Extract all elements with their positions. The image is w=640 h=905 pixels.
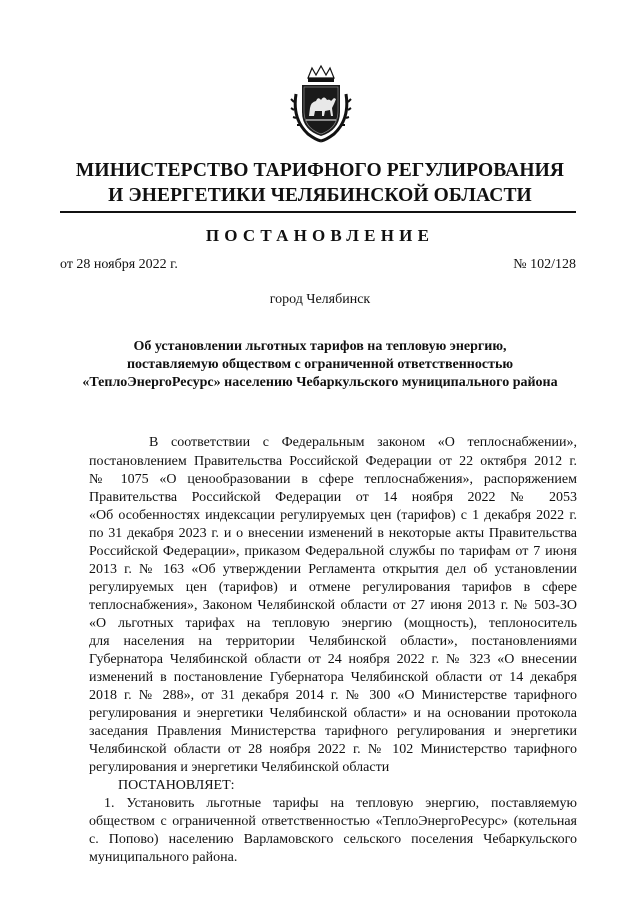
ministry-name-line-1: МИНИСТЕРСТВО ТАРИФНОГО РЕГУЛИРОВАНИЯ bbox=[75, 160, 565, 181]
body-line: теплоснабжения», Законом Челябинской области от 27 июня 2013 г. № 503-ЗО bbox=[89, 598, 577, 613]
body-line: изменений в постановление Губернатора Челябинской области от 14 декабря bbox=[89, 670, 577, 685]
item-line: обществом с ограниченной ответственностью «ТеплоЭнергоРесурс» (котельная bbox=[89, 814, 577, 829]
item-line: 1. Установить льготные тарифы на тепловую энергию, поставляемую bbox=[104, 796, 577, 811]
body-line: Российской Федерации», приказом Федеральной службы по тарифам от 7 июня bbox=[89, 544, 577, 559]
header-divider bbox=[60, 211, 576, 213]
document-subject-line: «ТеплоЭнергоРесурс» населению Чебаркульского муниципального района bbox=[82, 375, 558, 390]
body-line: регулирования и энергетики Челябинской области bbox=[89, 760, 390, 775]
body-line: регулируемых цен (тарифов) и отмене регулирования тарифов в сфере bbox=[89, 580, 577, 595]
body-line: по 31 декабря 2023 г. и о внесении изменений в некоторые акты Правительства bbox=[89, 526, 577, 541]
coat-of-arms-icon bbox=[290, 64, 352, 144]
body-line: «Об особенностях индексации регулируемых цен (тарифов) с 1 декабря 2022 г. bbox=[89, 508, 577, 523]
body-line: Губернатора Челябинской области от 24 ноября 2022 г. № 323 «О внесении bbox=[89, 652, 577, 667]
document-subject-line: поставляемую обществом с ограниченной ответственностью bbox=[126, 357, 514, 372]
body-line: постановлением Правительства Российской Федерации от 22 октября 2012 г. bbox=[89, 454, 577, 469]
body-line: Челябинской области от 28 ноября 2022 г. № 102 Министерство тарифного bbox=[89, 742, 577, 757]
item-line: муниципального района. bbox=[89, 850, 238, 865]
document-city: город Челябинск bbox=[269, 292, 371, 307]
body-line: 2013 г. № 163 «Об утверждении Регламента открытия дел об установлении bbox=[89, 562, 577, 577]
body-line: для населения на территории Челябинской области», постановлениями bbox=[89, 634, 577, 649]
body-line: регулирования и энергетики Челябинской области» и на основании протокола bbox=[89, 706, 577, 721]
body-line: Правительства Российской Федерации от 14 ноября 2022 № 2053 bbox=[89, 490, 577, 505]
body-line: № 1075 «О ценообразовании в сфере теплоснабжения», распоряжением bbox=[89, 472, 577, 487]
ministry-name-line-2: И ЭНЕРГЕТИКИ ЧЕЛЯБИНСКОЙ ОБЛАСТИ bbox=[108, 185, 532, 206]
body-line: В соответствии с Федеральным законом «О теплоснабжении», bbox=[149, 435, 577, 450]
decree-word: ПОСТАНОВЛЯЕТ: bbox=[118, 778, 235, 793]
body-line: «О льготных тарифах на тепловую энергию (мощность), теплоноситель bbox=[89, 616, 577, 631]
item-line: с. Попово) населению Варламовского сельского поселения Чебаркульского bbox=[89, 832, 577, 847]
body-line: 2018 г. № 288», от 31 декабря 2014 г. № 300 «О Министерстве тарифного bbox=[89, 688, 577, 703]
document-date: от 28 ноября 2022 г. bbox=[60, 257, 178, 272]
body-line: заседания Правления Министерства тарифного регулирования и энергетики bbox=[89, 724, 577, 739]
document-number: № 102/128 bbox=[513, 257, 576, 272]
document-type-title: ПОСТАНОВЛЕНИЕ bbox=[205, 226, 435, 245]
document-subject-line: Об установлении льготных тарифов на тепловую энергию, bbox=[133, 339, 507, 354]
